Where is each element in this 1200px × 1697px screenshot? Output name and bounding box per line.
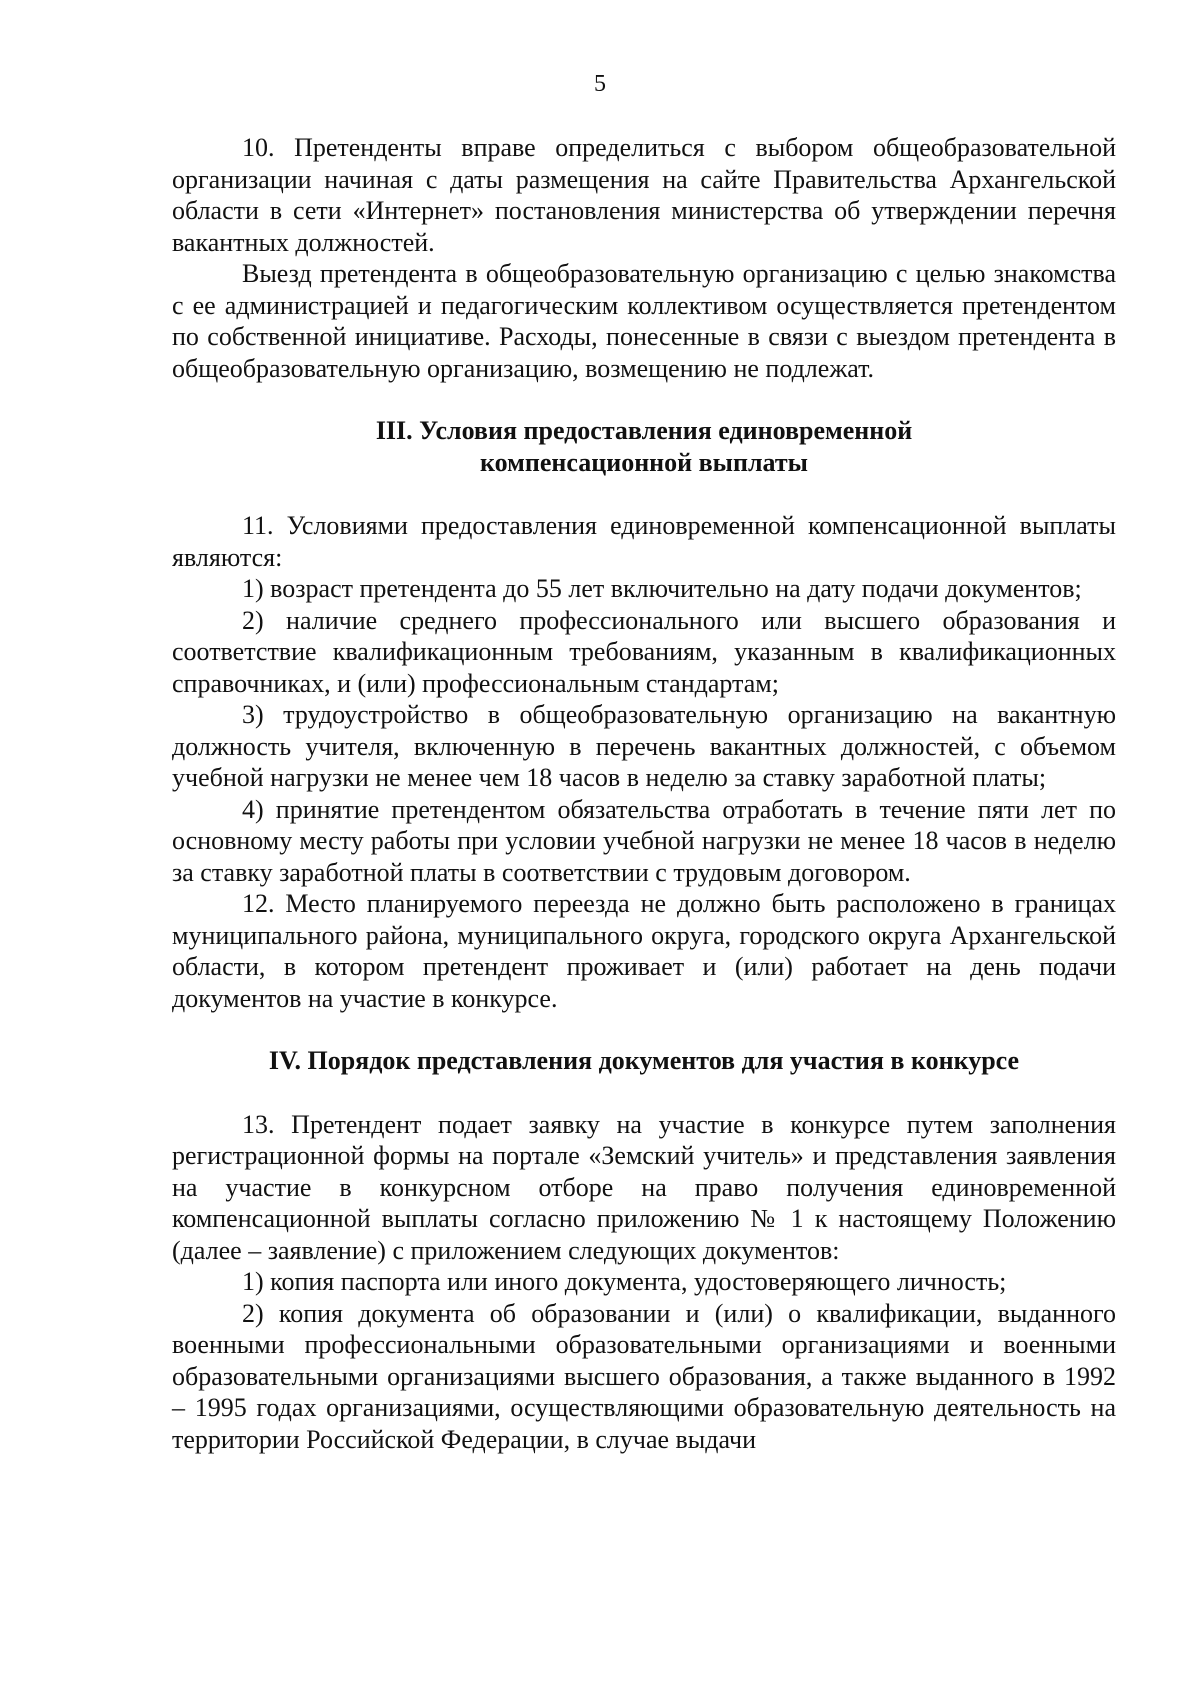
- section-3-heading-line-2: компенсационной выплаты: [480, 447, 808, 477]
- paragraph-11: 11. Условиями предоставления единовременной компенсационной выплаты являются:: [172, 511, 1116, 572]
- section-3-heading-line-1: III. Условия предоставления единовременной: [375, 416, 913, 445]
- list-item-11-4: 4) принятие претендентом обязательства отработать в течение пяти лет по основному месту работы при условии учебной нагрузки не менее 18 часов в неделю за ставку заработной платы в соответствии с трудовым договором.: [172, 794, 1116, 887]
- list-item-11-2: 2) наличие среднего профессионального или высшего образования и соответствие квалификационным требованиям, указанным в квалификационных справочниках, и (или) профессиональным стандартам;: [172, 605, 1116, 698]
- list-item-11-3: 3) трудоустройство в общеобразовательную организацию на вакантную должность учителя, включенную в перечень вакантных должностей, с объемом учебной нагрузки не менее чем 18 часов в неделю за ставку заработной платы;: [172, 700, 1116, 792]
- page-number: 5: [594, 71, 606, 97]
- paragraph-12: 12. Место планируемого переезда не должно быть расположено в границах муниципального района, муниципального округа, городского округа Архангельской области, в котором претендент проживает и (или) работает на день подачи документов на участие в конкурсе.: [172, 889, 1116, 1013]
- list-item-13-2: 2) копия документа об образовании и (или) о квалификации, выданного военными профессиональными образовательными организациями и военными образовательными организациями высшего образования, а также выданного в 1992 – 1995 годах организациями, осуществляющими образовательную деятельность на территории Российской Федерации, в случае выдачи: [172, 1298, 1116, 1454]
- paragraph-10: 10. Претенденты вправе определиться с выбором общеобразовательной организации начиная с даты размещения на сайте Правительства Архангельской области в сети «Интернет» постановления министерства об утверждении перечня вакантных должностей.: [172, 133, 1116, 257]
- document-body: [172, 132, 1116, 1455]
- list-item-13-1: 1) копия паспорта или иного документа, удостоверяющего личность;: [242, 1267, 1007, 1296]
- paragraph-13: 13. Претендент подает заявку на участие в конкурсе путем заполнения регистрационной формы на портале «Земский учитель» и представления заявления на участие в конкурсном отборе на право получения единовременной компенсационной выплаты согласно приложению № 1 к настоящему Положению (далее – заявление) с приложением следующих документов:: [172, 1109, 1116, 1265]
- section-3-heading: [172, 415, 1116, 478]
- paragraph-departure: Выезд претендента в общеобразовательную организацию с целью знакомства с ее администрацией и педагогическим коллективом осуществляется претендентом по собственной инициативе. Расходы, понесенные в связи с выездом претендента в общеобразовательную организацию, возмещению не подлежат.: [172, 259, 1116, 383]
- section-4-heading-block: [172, 1014, 1116, 1109]
- section-4-heading: IV. Порядок представления документов для участия в конкурсе: [268, 1046, 1020, 1075]
- list-item-11-1: 1) возраст претендента до 55 лет включительно на дату подачи документов;: [242, 574, 1082, 603]
- section-3-heading-block: [172, 384, 1116, 510]
